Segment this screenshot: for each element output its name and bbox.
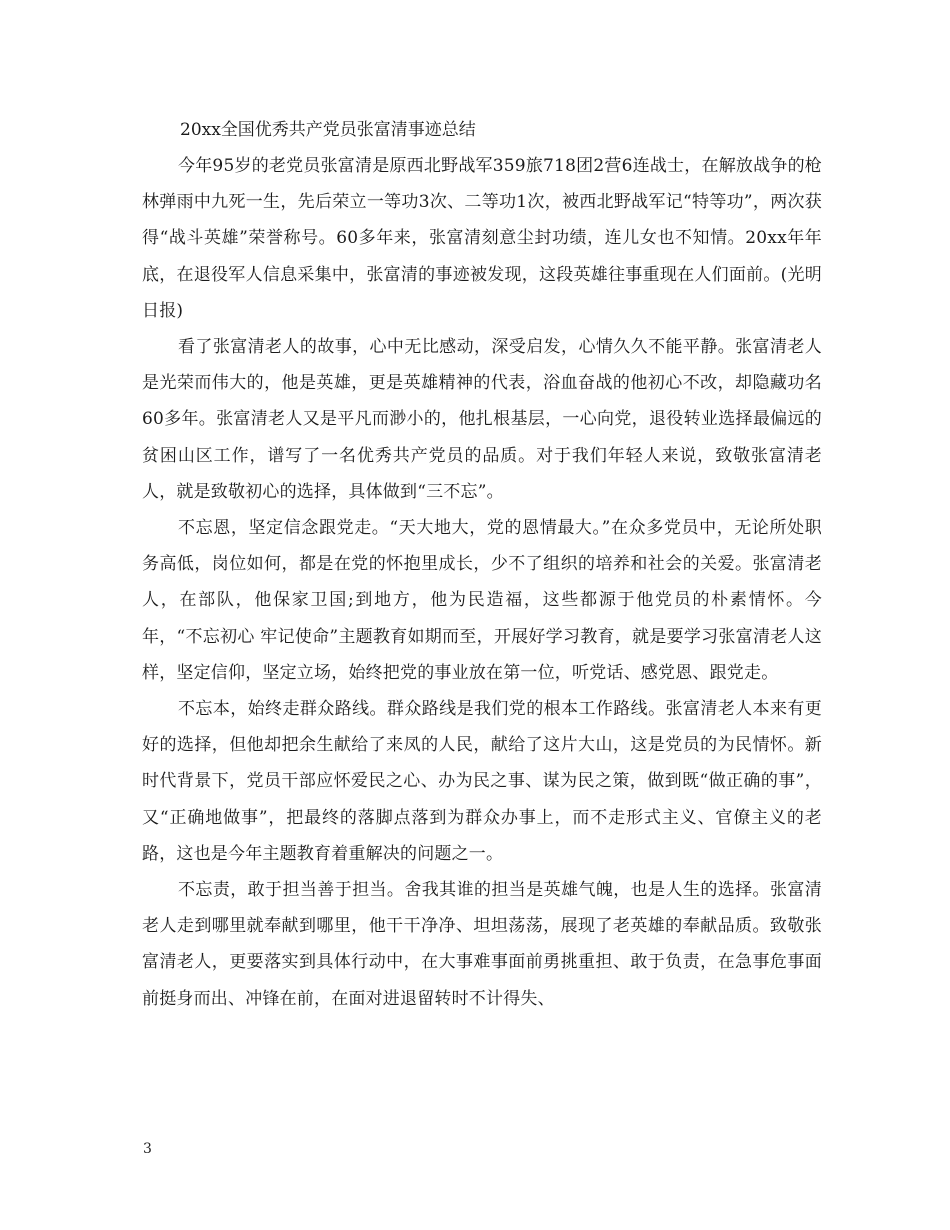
paragraph-intro: 今年95岁的老党员张富清是原西北野战军359旅718团2营6连战士，在解放战争的枪林弹雨中九死一生，先后荣立一等功3次、二等功1次，被西北野战军记“特等功”，两次获得“战斗英雄”荣誉称号。60多年来，张富清刻意尘封功绩，连儿女也不知情。20xx年年底，在退役军人信息采集中，张富清的事迹被发现，这段英雄往事重现在人们面前。(光明日报) <box>142 156 822 321</box>
document-body <box>142 112 822 1017</box>
paragraph-reflection: 看了张富清老人的故事，心中无比感动，深受启发，心情久久不能平静。张富清老人是光荣而伟大的，他是英雄，更是英雄精神的代表，浴血奋战的他初心不改，却隐藏功名60多年。张富清老人又是平凡而渺小的，他扎根基层，一心向党，退役转业选择最偏远的贫困山区工作，谱写了一名优秀共产党员的品质。对于我们年轻人来说，致敬张富清老人，就是致敬初心的选择，具体做到“三不忘”。 <box>142 337 822 502</box>
paragraph-roots: 不忘本，始终走群众路线。群众路线是我们党的根本工作路线。张富清老人本来有更好的选择，但他却把余生献给了来凤的人民，献给了这片大山，这是党员的为民情怀。新时代背景下，党员干部应怀爱民之心、办为民之事、谋为民之策，做到既“做正确的事”，又“正确地做事”，把最终的落脚点落到为群众办事上，而不走形式主义、官僚主义的老路，这也是今年主题教育着重解决的问题之一。 <box>142 699 822 864</box>
page-number: 3 <box>143 1141 152 1157</box>
document-title: 20xx全国优秀共产党员张富清事迹总结 <box>180 120 476 140</box>
paragraph-responsibility: 不忘责，敢于担当善于担当。舍我其谁的担当是英雄气魄，也是人生的选择。张富清老人走到哪里就奉献到哪里，他干干净净、坦坦荡荡，展现了老英雄的奉献品质。致敬张富清老人，更要落实到具体行动中，在大事难事面前勇挑重担、敢于负责，在急事危事面前挺身而出、冲锋在前，在面对进退留转时不计得失、 <box>142 880 822 1009</box>
paragraph-gratitude: 不忘恩，坚定信念跟党走。“天大地大，党的恩情最大。”在众多党员中，无论所处职务高低，岗位如何，都是在党的怀抱里成长，少不了组织的培养和社会的关爱。张富清老人，在部队，他保家卫国;到地方，他为民造福，这些都源于他党员的朴素情怀。今年，“不忘初心 牢记使命”主题教育如期而至，开展好学习教育，就是要学习张富清老人这样，坚定信仰，坚定立场，始终把党的事业放在第一位，听党话、感党恩、跟党走。 <box>142 518 822 683</box>
